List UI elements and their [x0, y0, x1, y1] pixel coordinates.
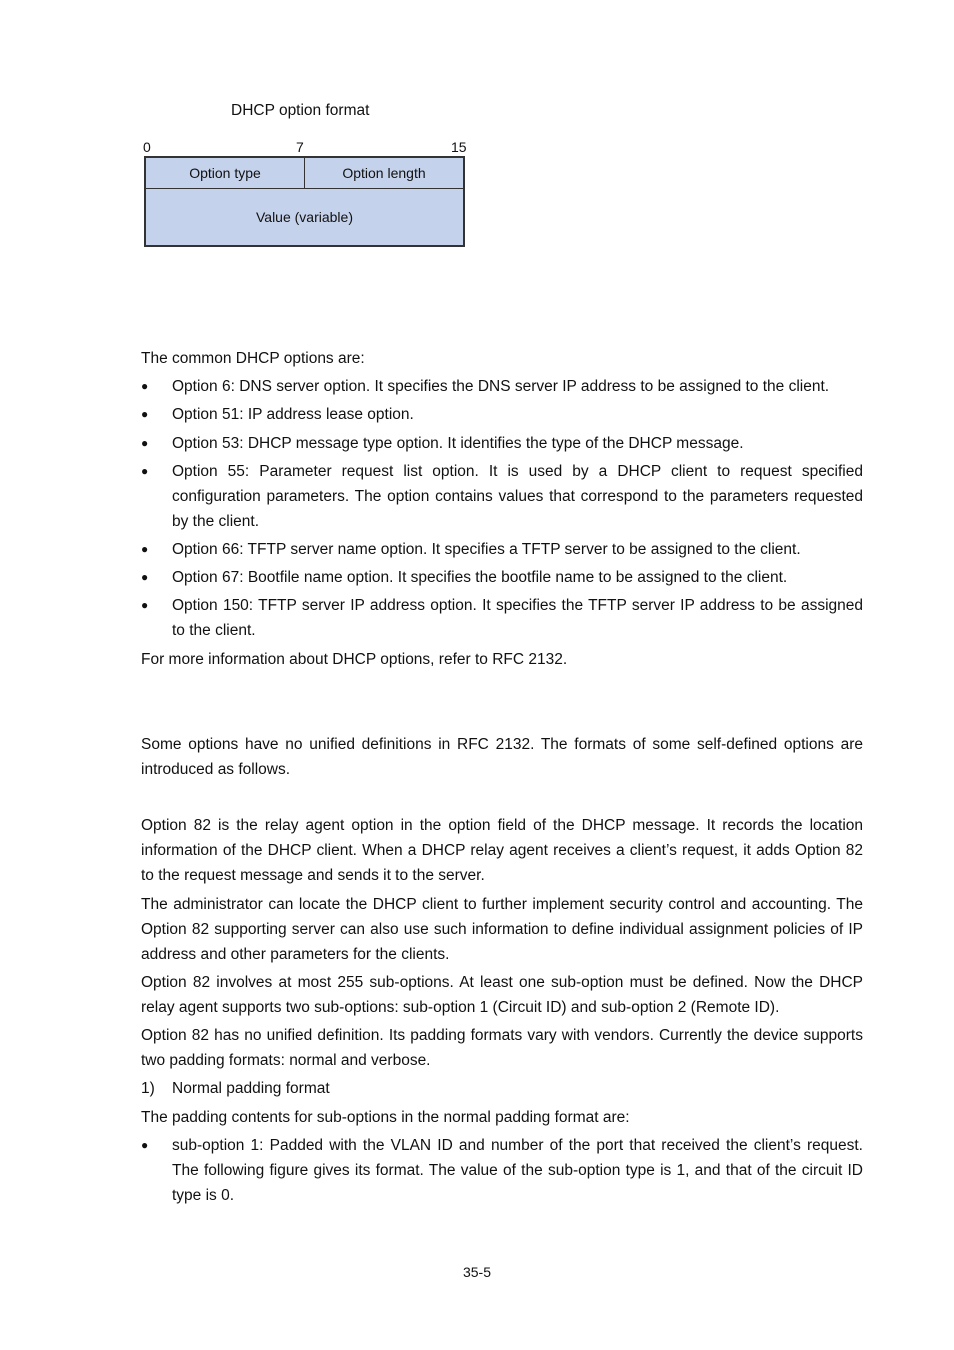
padding-intro-text: The padding contents for sub-options in the normal padding format are:: [141, 1109, 630, 1126]
option82-paragraph: Option 82 is the relay agent option in the option field of the DHCP message. It records the location information of the DHCP client. When a DHCP relay agent receives a client’s request, it adds Option 82 to the request message and sends it to the server.: [141, 817, 863, 884]
dhcp-option-format-diagram: [144, 156, 465, 247]
list-item: ● Option 55: Parameter request list option. It is used by a DHCP client to request specified configuration parameters. The option contains values that correspond to the parameters requested by the client.: [141, 459, 863, 534]
bullet-icon: ●: [141, 1138, 149, 1152]
list-item: ● sub-option 1: Padded with the VLAN ID and number of the port that received the client’s request. The following figure gives its format. The value of the sub-option type is 1, and that of the circuit ID type is 0.: [141, 1133, 863, 1208]
diagram-header-row: [146, 158, 463, 189]
bit-label-7: 7: [296, 139, 304, 155]
page-number: 35-5: [462, 1264, 492, 1280]
list-number: 1): [141, 1080, 155, 1097]
numbered-heading: [141, 1076, 330, 1101]
list-item: ● Option 51: IP address lease option.: [141, 402, 863, 427]
bit-label-15: 15: [451, 139, 467, 155]
list-item: ● Option 66: TFTP server name option. It specifies a TFTP server to be assigned to the client.: [141, 537, 863, 562]
figure-caption: DHCP option format: [231, 102, 370, 119]
bullet-icon: ●: [141, 542, 149, 556]
bullet-icon: ●: [141, 379, 149, 393]
bullet-icon: ●: [141, 436, 149, 450]
field-value: Value (variable): [255, 209, 353, 225]
bullet-icon: ●: [141, 598, 149, 612]
list-item: ● Option 150: TFTP server IP address option. It specifies the TFTP server IP address to be assigned to the client.: [141, 593, 863, 643]
more-info-text: For more information about DHCP options, refer to RFC 2132.: [141, 651, 568, 668]
numbered-heading-text: Normal padding format: [172, 1080, 330, 1097]
bullet-icon: ●: [141, 464, 149, 478]
self-defined-text: Some options have no unified definitions in RFC 2132. The formats of some self-defined options are introduced as follows.: [141, 736, 863, 778]
bit-label-0: 0: [143, 139, 151, 155]
option82-paragraph: Option 82 has no unified definition. Its padding formats vary with vendors. Currently the device supports two padding formats: normal and verbose.: [141, 1027, 863, 1069]
list-item: ● Option 6: DNS server option. It specifies the DNS server IP address to be assigned to the client.: [141, 374, 863, 399]
list-item: ● Option 53: DHCP message type option. It identifies the type of the DHCP message.: [141, 431, 863, 456]
field-option-length: Option length: [304, 158, 463, 188]
intro-text: The common DHCP options are:: [141, 350, 365, 367]
option82-paragraph: Option 82 involves at most 255 sub-options. At least one sub-option must be defined. Now the DHCP relay agent supports two sub-options: sub-option 1 (Circuit ID) and sub-option 2 (Remote ID).: [141, 974, 863, 1016]
bullet-icon: ●: [141, 570, 149, 584]
bullet-icon: ●: [141, 407, 149, 421]
field-option-type: Option type: [189, 165, 261, 181]
option82-paragraph: The administrator can locate the DHCP client to further implement security control and accounting. The Option 82 supporting server can also use such information to define individual assignment policies of IP address and other parameters for the clients.: [141, 896, 863, 963]
list-item: ● Option 67: Bootfile name option. It specifies the bootfile name to be assigned to the client.: [141, 565, 863, 590]
